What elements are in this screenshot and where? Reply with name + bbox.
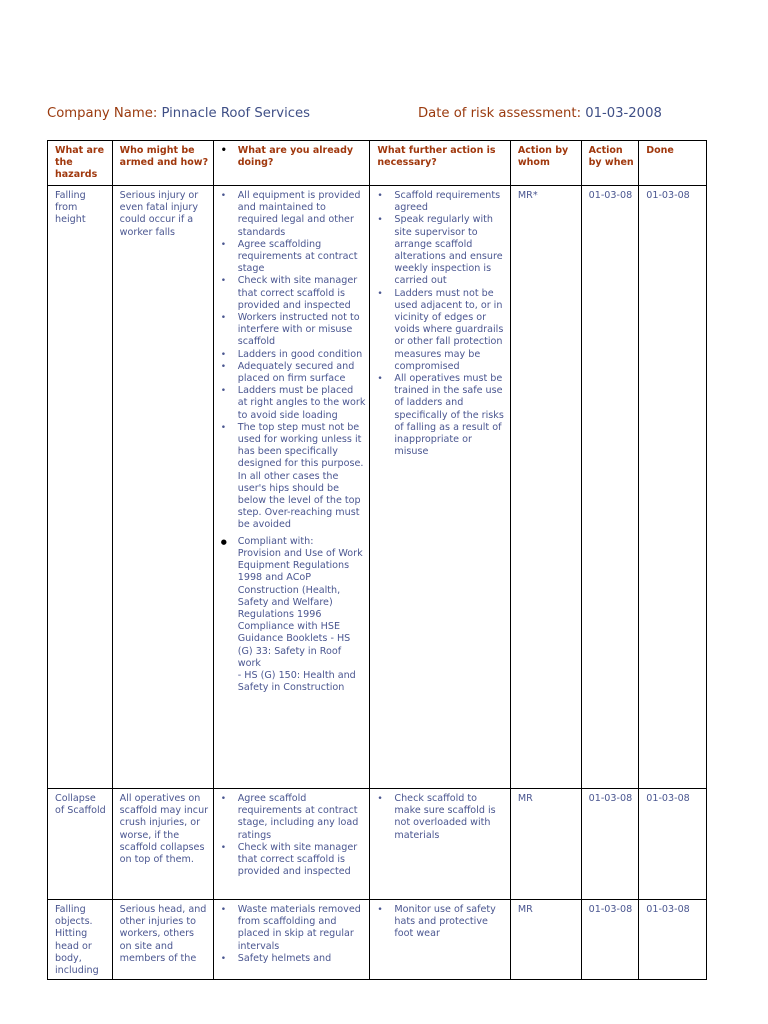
- company-name-label: Company Name:: [47, 106, 158, 121]
- compliance-item: [238, 536, 366, 695]
- risk-assessment-table: [47, 140, 707, 980]
- doing-cell: [213, 789, 370, 900]
- col-header-who: Who might be armed and how?: [112, 141, 213, 186]
- list-item: • Workers instructed not to interfere with or misuse scaffold: [238, 312, 366, 349]
- col-header-hazards: What are the hazards: [48, 141, 113, 186]
- hazard-cell: Collapse of Scaffold: [48, 789, 113, 900]
- list-item: • Ladders in good condition: [238, 349, 366, 361]
- assessment-date-label: Date of risk assessment:: [418, 106, 582, 121]
- col-header-by-whom: Action by whom: [510, 141, 581, 186]
- list-item: • Agree scaffolding requirements at contract stage: [238, 239, 366, 276]
- list-item: • Waste materials removed from scaffolding and placed in skip at regular intervals: [238, 904, 366, 953]
- assessment-date-value: 01-03-2008: [585, 106, 662, 121]
- list-item: • Scaffold requirements agreed: [394, 190, 505, 214]
- by-whom-cell: MR*: [510, 186, 581, 789]
- doing-cell: [213, 186, 370, 789]
- doing-cell: [213, 900, 370, 980]
- further-list: [377, 904, 505, 941]
- done-cell: 01-03-08: [639, 186, 707, 789]
- by-whom-cell: MR: [510, 900, 581, 980]
- further-cell: [370, 186, 510, 789]
- by-when-cell: 01-03-08: [581, 900, 639, 980]
- further-cell: [370, 789, 510, 900]
- compliance-line: - HS (G) 150: Health and Safety in Construction: [237, 669, 356, 694]
- document-header: [47, 106, 707, 126]
- table-row: [48, 789, 707, 900]
- compliance-line: Construction (Health, Safety and Welfare) Regulations 1996: [237, 584, 341, 620]
- col-header-further: What further action is necessary?: [370, 141, 510, 186]
- list-item: • The top step must not be used for working unless it has been specifically designed for this purpose. In all other cases the user's hips should be below the level of the top step. Over-reaching must be avoided: [238, 422, 366, 532]
- table-row: [48, 186, 707, 789]
- company-name-line: [47, 106, 310, 121]
- compliance-line: ● Compliant with:: [237, 535, 314, 547]
- compliance-line: Compliance with HSE Guidance Booklets - HS (G) 33: Safety in Roof work: [237, 621, 351, 669]
- doing-list: [221, 904, 366, 965]
- doing-list: [221, 793, 366, 878]
- done-cell: 01-03-08: [639, 900, 707, 980]
- col-header-done: Done: [639, 141, 707, 186]
- list-item: • Speak regularly with site supervisor to arrange scaffold alterations and ensure weekly inspection is carried out: [394, 214, 505, 287]
- list-item: • Agree scaffold requirements at contract stage, including any load ratings: [238, 793, 366, 842]
- compliance-list: [221, 536, 366, 695]
- list-item: • All operatives must be trained in the safe use of ladders and specifically of the risks of falling as a result of inappropriate or misuse: [394, 373, 505, 458]
- compliance-line: Provision and Use of Work Equipment Regulations 1998 and ACoP: [237, 547, 363, 584]
- assessment-date-line: [418, 106, 662, 121]
- list-item: • Check scaffold to make sure scaffold is not overloaded with materials: [394, 793, 505, 842]
- col-header-doing: [213, 141, 370, 186]
- company-name-value: Pinnacle Roof Services: [161, 106, 310, 121]
- list-item: • Check with site manager that correct scaffold is provided and inspected: [238, 275, 366, 312]
- list-item: • All equipment is provided and maintained to required legal and other standards: [238, 190, 366, 239]
- further-list: [377, 190, 505, 458]
- who-cell: Serious injury or even fatal injury could occur if a worker falls: [112, 186, 213, 789]
- list-item: • Safety helmets and: [238, 953, 366, 965]
- table-header-row: [48, 141, 707, 186]
- doing-list: [221, 190, 366, 532]
- list-item: • Ladders must not be used adjacent to, or in vicinity of edges or voids where guardrails or other fall protection measures may be compromised: [394, 288, 505, 373]
- hazard-cell: Falling objects. Hitting head or body, including: [48, 900, 113, 980]
- done-cell: 01-03-08: [639, 789, 707, 900]
- table-row: [48, 900, 707, 980]
- list-item: • Ladders must be placed at right angles to the work to avoid side loading: [238, 385, 366, 422]
- further-list: [377, 793, 505, 842]
- who-cell: All operatives on scaffold may incur crush injuries, or worse, if the scaffold collapses on top of them.: [112, 789, 213, 900]
- list-item: • Check with site manager that correct scaffold is provided and inspected: [238, 842, 366, 879]
- by-whom-cell: MR: [510, 789, 581, 900]
- list-item: • Adequately secured and placed on firm surface: [238, 361, 366, 385]
- col-header-by-when: Action by when: [581, 141, 639, 186]
- by-when-cell: 01-03-08: [581, 789, 639, 900]
- further-cell: [370, 900, 510, 980]
- list-item: • Monitor use of safety hats and protective foot wear: [394, 904, 505, 941]
- col-header-doing-label: • What are you already doing?: [221, 145, 366, 169]
- who-cell: Serious head, and other injuries to workers, others on site and members of the: [112, 900, 213, 980]
- by-when-cell: 01-03-08: [581, 186, 639, 789]
- hazard-cell: Falling from height: [48, 186, 113, 789]
